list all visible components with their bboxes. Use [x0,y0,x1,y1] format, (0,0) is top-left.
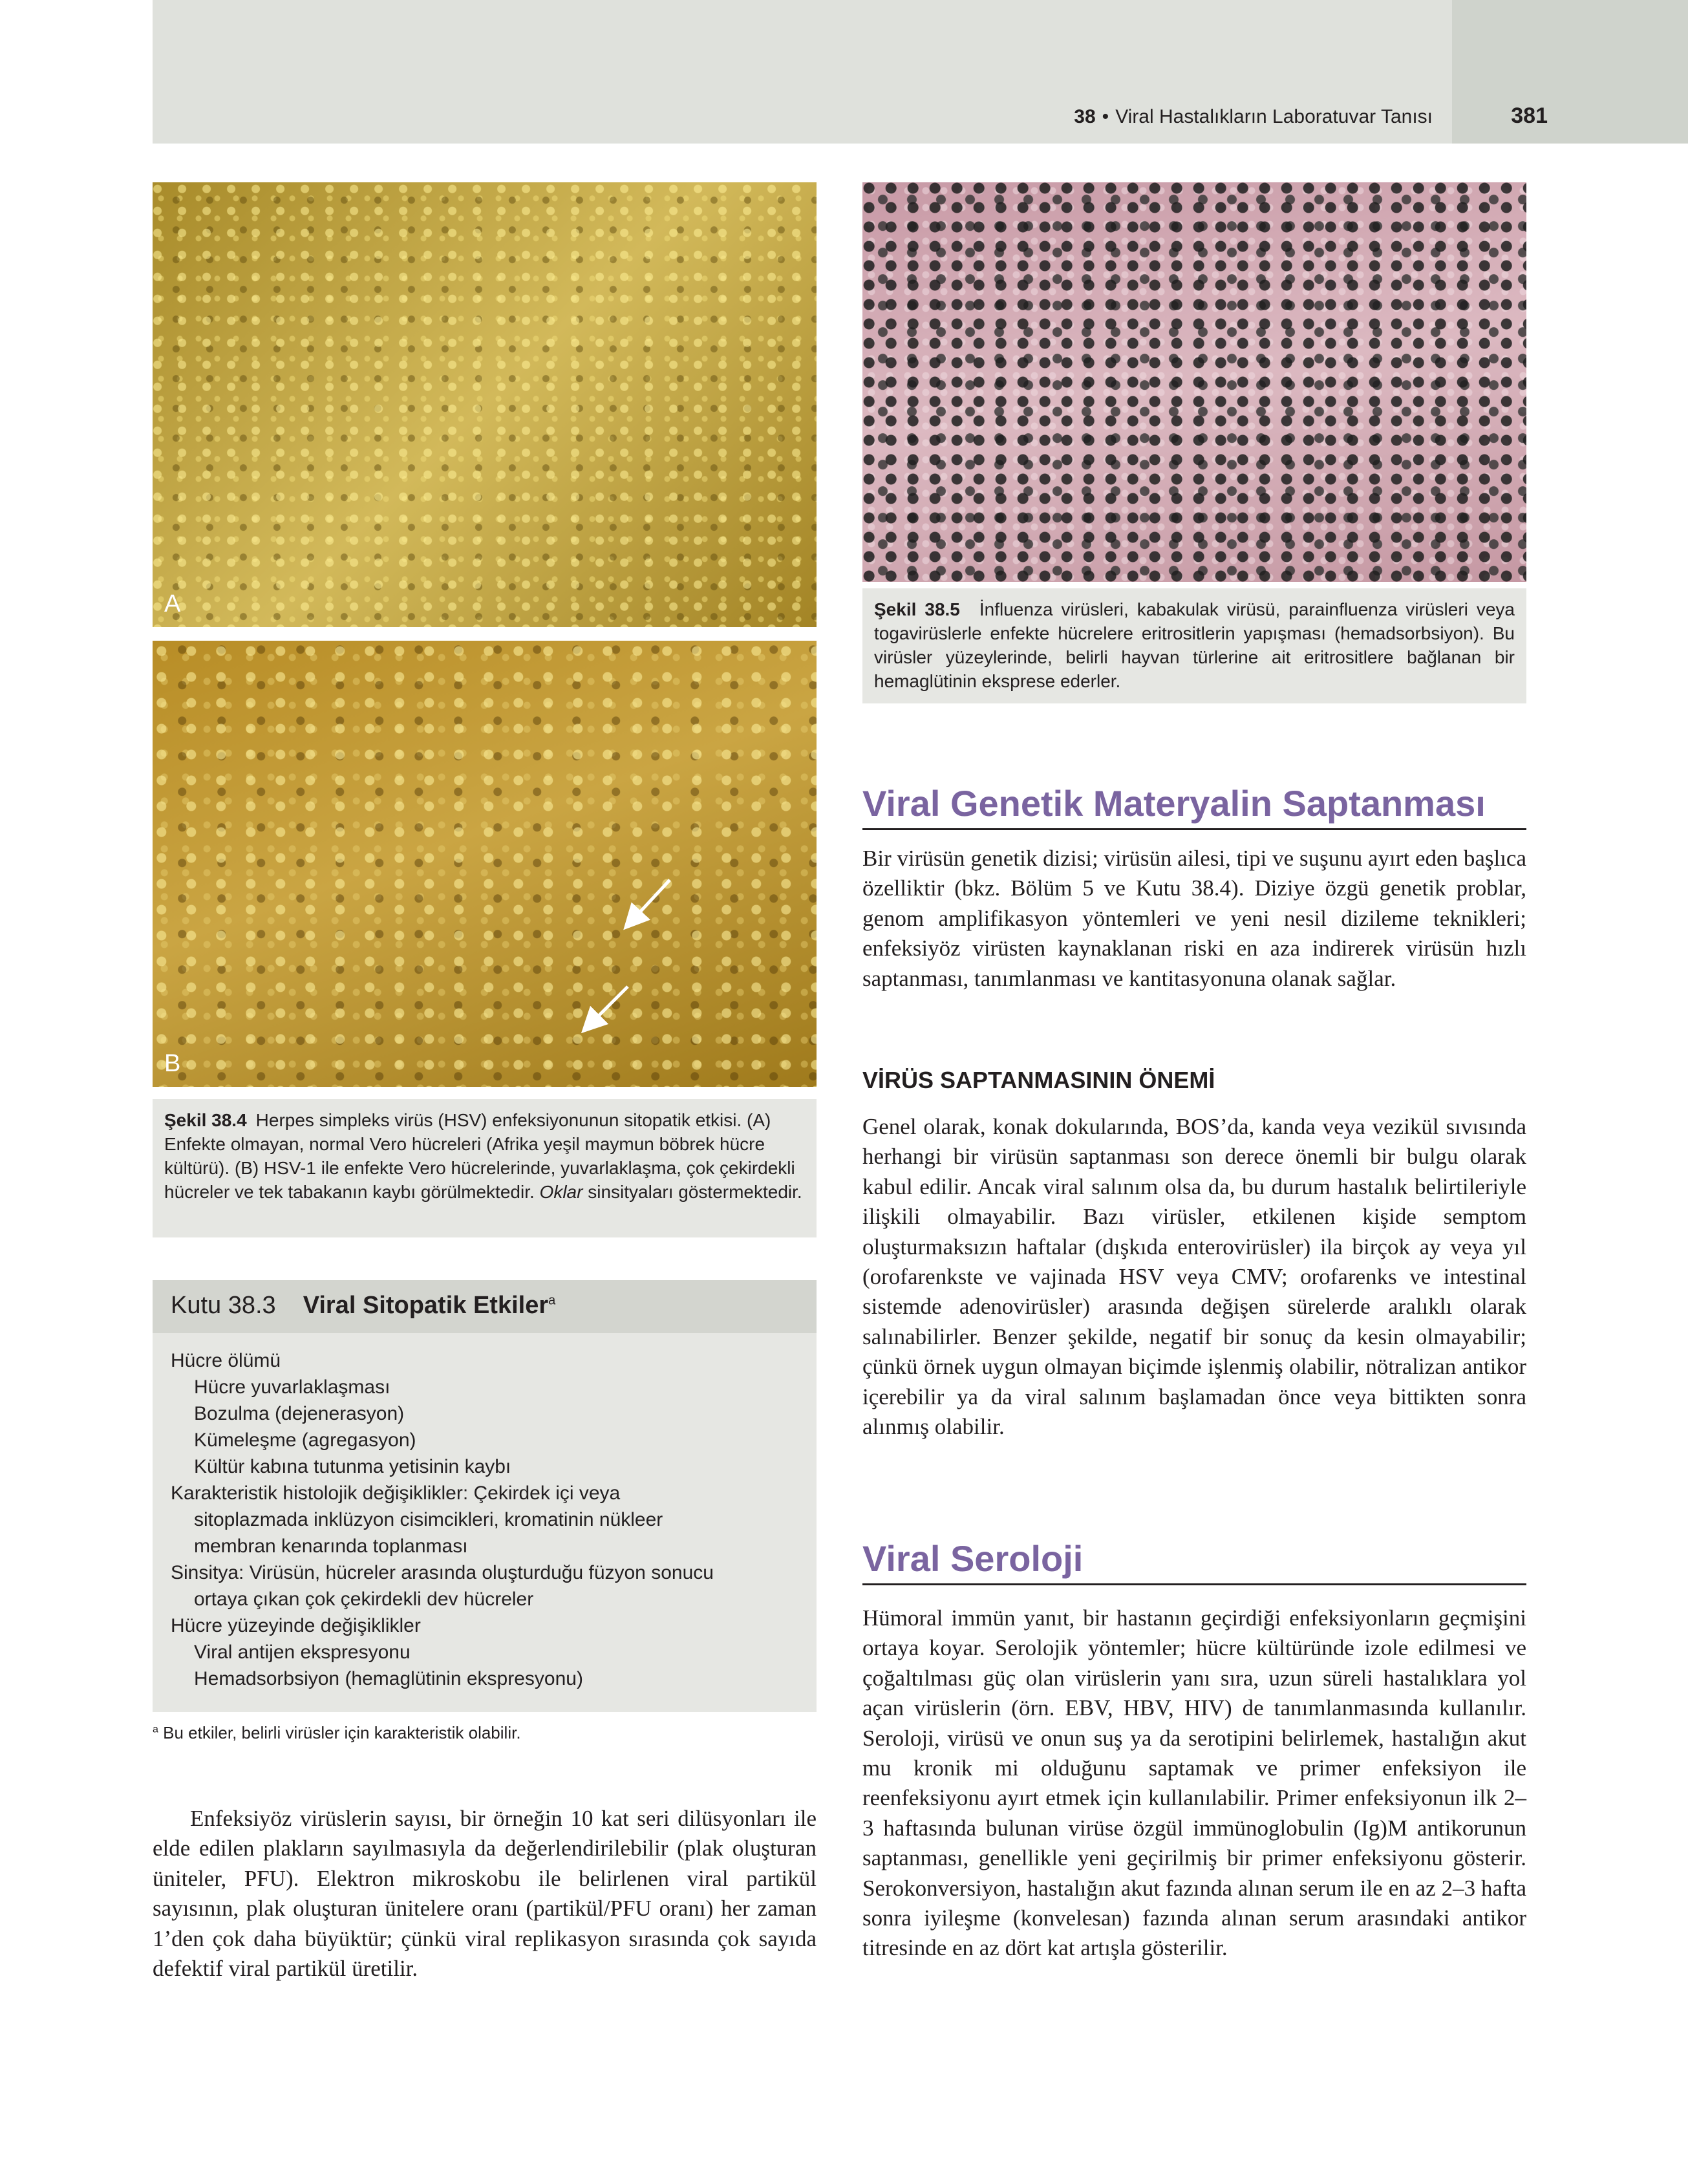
chapter-number: 38 [1074,106,1096,127]
subheading-virus-detection: VİRÜS SAPTANMASININ ÖNEMİ [862,1067,1215,1093]
arrow-icon [628,880,670,925]
seroloji-paragraph: Hümoral immün yanıt, bir hastanın geçirdiği enfeksiyonların geçmişini ortaya koyar. Serolojik yöntemler; hücre kültüründe izole edilmesi ve çoğaltılması güç olan virüslerin yanı sıra, uzun süreli hastalıklara yol açan virüslerin (örn. EBV, HBV, HIV) de tanımlanmasında kullanılır. Seroloji, virüsü ve onun suş ya da serotipini belirlemek, hastalığın akut mu kronik mi olduğunu saptamak ve primer enfeksiyon ile reenfeksiyonu ayırt etmek için kullanılabilir. Primer enfeksiyonun ilk 2–3 haftasında bulunan virüse özgül immünoglobulin (Ig)M antikorunun saptanması, genellikle yeni geçirilmiş bir primer enfeksiyonu gösterir. Serokonversiyon, hastalığın akut fazında alınan serum ile en az 2–3 hafta sonra iyileşme (konvelesan) fazında alınan serum arasındaki antikor titresinde en az dört kat artışla gösterilir. [862,1605,1526,1961]
box-item: Karakteristik histolojik değişiklikler: Çekirdek içi veya [171,1483,621,1504]
caption-text-end: sinsityaları göstermektedir. [588,1182,802,1202]
box-item: Hücre ölümü [171,1350,281,1371]
left-body-paragraph: Enfeksiyöz virüslerin sayısı, bir örneğin 10 kat seri dilüsyonları ile elde edilen plakların sayılmasıyla da değerlendirilebilir (plak oluşturan üniteler, PFU). Elektron mikroskobu ile belirlenen viral partikül sayısının, plak oluşturan ünitelere oranı (partikül/PFU oranı) her zaman 1’den çok daha büyüktür; çünkü viral replikasyon sırasında çok sayıda defektif viral partikül üretilir. [153,1806,817,1982]
box-item: Kümeleşme (agregasyon) [194,1429,416,1451]
box-header [153,1280,817,1333]
box-item: Hücre yuvarlaklaşması [194,1376,390,1398]
figure-38-5-caption [862,588,1526,703]
section-heading-seroloji: Viral Seroloji [862,1537,1526,1585]
footnote-marker: a [153,1724,158,1735]
figure-ref: Şekil 38.5 [874,599,960,619]
caption-italic: Oklar [539,1182,583,1202]
figure-38-4-photo-b [153,641,817,1087]
chapter-title: Viral Hastalıkların Laboratuvar Tanısı [1115,106,1433,127]
virus-detection-paragraph: Genel olarak, konak dokularında, BOS’da, kanda veya vezikül sıvısında herhangi bir virüsün saptanması son derece önemli bir bulgu olarak kabul edilir. Ancak viral salınım olsa da, bu durum hastalık belirtileriyle ilişkili olmayabilir. Bazı virüsler, etkilenen kişide semptom oluşturmaksızın haftalar (dışkıda enterovirüsler) ila birçok ay veya yıl (orofarenkste ve vajinada HSV veya CMV; orofarenks ve intestinal sistemde adenovirüsler) arasında değişen sürelerde aralıklı olarak salınabilirler. Benzer şekilde, negatif bir sonuç da kesin olmayabilir; çünkü örnek uygun olmayan biçimde işlenmiş olabilir, nötralizan antikor içerebilir ya da viral salınım başlamadan önce veya bittikten sonra alınmış olabilir. [862,1114,1526,1440]
box-item: Hemadsorbsiyon (hemaglütinin ekspresyonu) [194,1668,583,1689]
caption-text: Herpes simpleks virüs (HSV) enfeksiyonunun sitopatik etkisi. (A) Enfekte olmayan, normal Vero hücreleri (Afrika yeşil maymun böbrek hücre kültürü). (B) HSV-1 ile enfekte Vero hücrelerinde, yuvarlaklaşma, çok çekirdekli hücreler ve tek tabakanın kaybı görülmektedir. [164,1110,795,1202]
bullet-separator: • [1102,106,1109,127]
genetik-paragraph: Bir virüsün genetik dizisi; virüsün ailesi, tipi ve suşunu ayırt eden başlıca özelliktir (bkz. Bölüm 5 ve Kutu 38.4). Diziye özgü genetik problar, genom amplifikasyon yöntemleri ve yeni nesil dizileme teknikleri; enfeksiyöz virüsten kaynaklanan riski en aza indirerek virüsün hızlı saptanması, tanımlanması ve kantitasyonuna olanak sağlar. [862,846,1526,991]
box-title-superscript: a [548,1293,556,1308]
photo-label-b: B [164,1050,181,1077]
box-item: Sinsitya: Virüsün, hücreler arasında oluşturduğu füzyon sonucu [171,1562,714,1583]
box-body [153,1333,817,1712]
figure-38-4-caption [153,1099,817,1237]
box-item: Kültür kabına tutunma yetisinin kaybı [194,1456,511,1477]
figure-38-4-photo-a [153,182,817,627]
box-item: membran kenarında toplanması [194,1536,468,1557]
figure-38-5-photo [862,182,1526,582]
figure-ref: Şekil 38.4 [164,1110,247,1130]
caption-text: İnfluenza virüsleri, kabakulak virüsü, parainfluenza virüsleri veya togavirüslerle enfekte hücrelere eritrositlerin yapışması (hemadsorbsiyon). Bu virüsler yüzeylerinde, belirli hayvan türlerine ait eritrositlere bağlanan bir hemaglütinin eksprese ederler. [874,599,1515,691]
box-footnote [153,1723,521,1743]
section-heading-genetik: Viral Genetik Materyalin Saptanması [862,782,1526,830]
box-item: Bozulma (dejenerasyon) [194,1403,405,1424]
box-title: Viral Sitopatik Etkiler [303,1292,549,1319]
box-item: Viral antijen ekspresyonu [194,1642,411,1663]
page-number: 381 [1511,103,1548,128]
box-number: Kutu 38.3 [171,1292,276,1319]
running-head [1074,106,1433,128]
arrow-icon [586,987,628,1029]
photo-label-a: A [164,590,181,617]
box-item: sitoplazmada inklüzyon cisimcikleri, kromatinin nükleer [194,1509,663,1530]
footnote-text: Bu etkiler, belirli virüsler için karakteristik olabilir. [163,1723,521,1742]
box-item: ortaya çıkan çok çekirdekli dev hücreler [194,1589,534,1610]
box-item: Hücre yüzeyinde değişiklikler [171,1615,421,1636]
arrows-overlay [153,641,817,1087]
